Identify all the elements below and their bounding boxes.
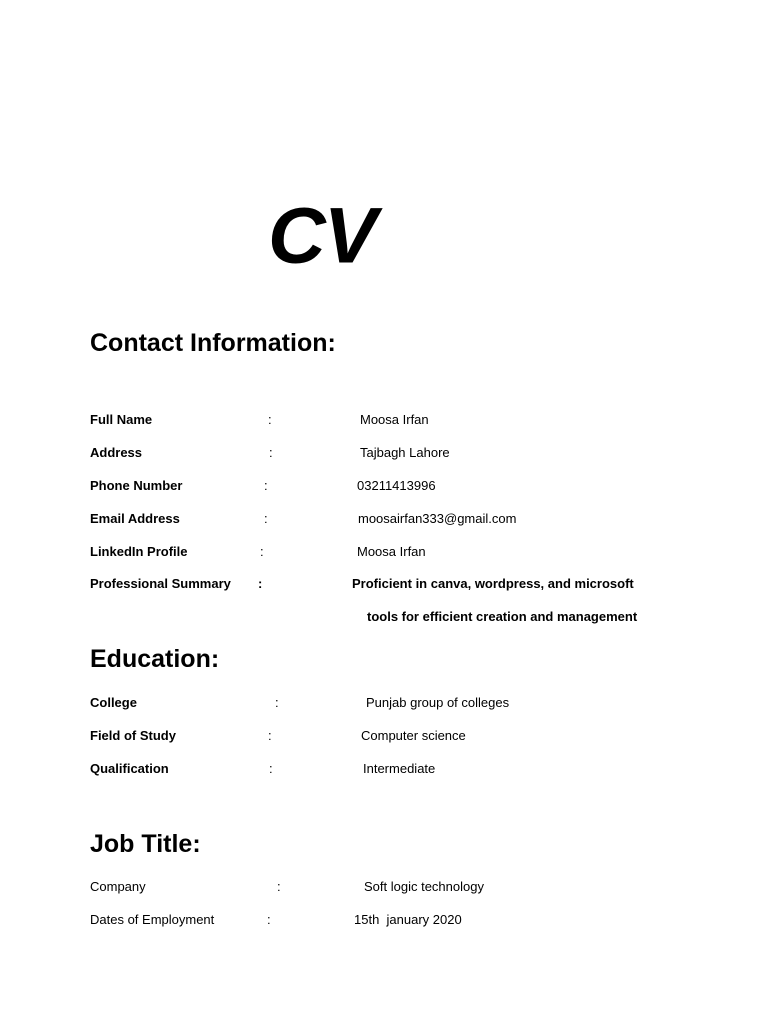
summary-label: Professional Summary bbox=[90, 576, 231, 591]
education-heading: Education: bbox=[90, 645, 220, 673]
qualification-label: Qualification bbox=[90, 761, 169, 776]
college-colon: : bbox=[275, 695, 279, 710]
linkedin-value: Moosa Irfan bbox=[357, 544, 426, 559]
field-of-study-colon: : bbox=[268, 728, 272, 743]
qualification-value: Intermediate bbox=[363, 761, 436, 776]
field-of-study-label: Field of Study bbox=[90, 728, 176, 743]
email-value: moosairfan333@gmail.com bbox=[358, 511, 517, 526]
summary-line-1: Proficient in canva, wordpress, and microsoft bbox=[352, 576, 634, 591]
full-name-value: Moosa Irfan bbox=[360, 412, 429, 427]
college-value: Punjab group of colleges bbox=[366, 695, 510, 710]
address-label: Address bbox=[90, 445, 143, 460]
dates-value: 15th january 2020 bbox=[354, 912, 462, 927]
email-colon: : bbox=[264, 511, 268, 526]
linkedin-colon: : bbox=[260, 544, 264, 559]
full-name-colon: : bbox=[268, 412, 272, 427]
page-title: CV bbox=[268, 191, 376, 280]
company-label: Company bbox=[90, 879, 146, 894]
phone-colon: : bbox=[264, 478, 268, 493]
address-colon: : bbox=[269, 445, 273, 460]
dates-colon: : bbox=[267, 912, 271, 927]
college-label: College bbox=[90, 695, 137, 710]
company-value: Soft logic technology bbox=[364, 879, 484, 894]
dates-label: Dates of Employment bbox=[90, 912, 215, 927]
qualification-colon: : bbox=[269, 761, 273, 776]
linkedin-label: LinkedIn Profile bbox=[90, 544, 188, 559]
company-colon: : bbox=[277, 879, 281, 894]
full-name-label: Full Name bbox=[90, 412, 153, 427]
phone-label: Phone Number bbox=[90, 478, 183, 493]
address-value: Tajbagh Lahore bbox=[360, 445, 450, 460]
contact-heading: Contact Information: bbox=[90, 329, 336, 357]
summary-line-2: tools for efficient creation and management bbox=[367, 609, 638, 624]
email-label: Email Address bbox=[90, 511, 180, 526]
summary-colon: : bbox=[258, 576, 263, 591]
phone-value: 03211413996 bbox=[357, 478, 436, 493]
job-heading: Job Title: bbox=[90, 830, 201, 858]
field-of-study-value: Computer science bbox=[361, 728, 466, 743]
